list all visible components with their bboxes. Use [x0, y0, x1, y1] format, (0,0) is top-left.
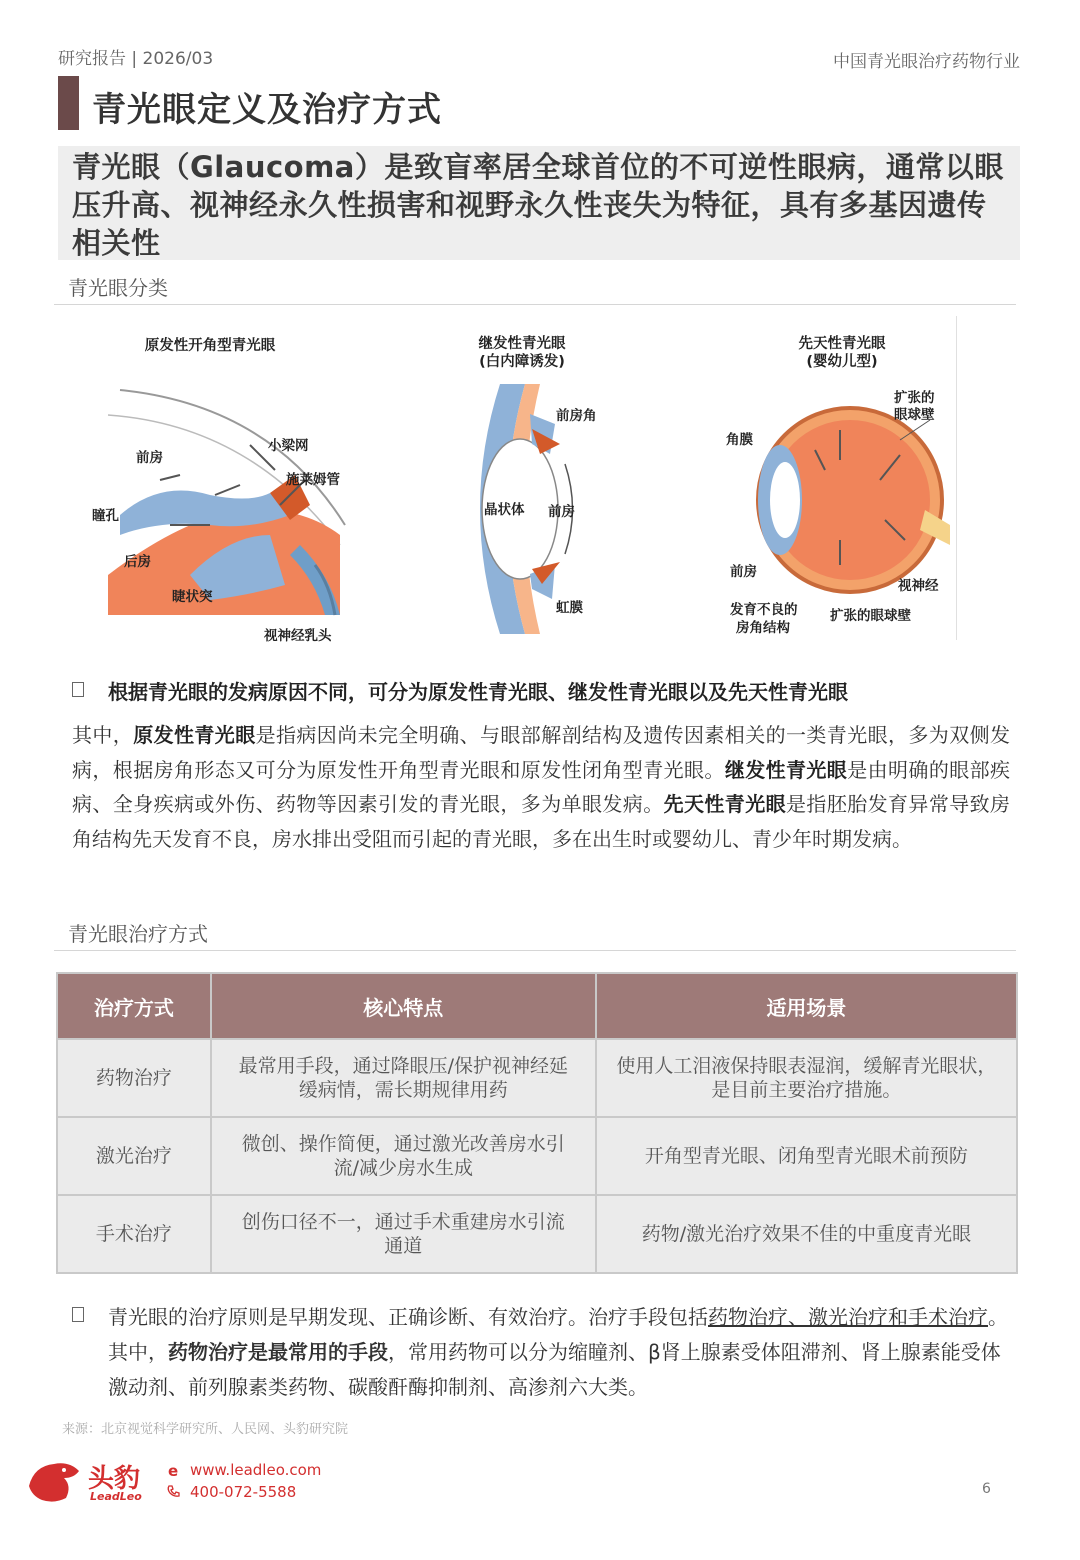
header-feature: 核心特点: [211, 973, 596, 1039]
diagram2-title-line1: 继发性青光眼: [478, 336, 566, 352]
label-angle: 前房角: [556, 408, 597, 424]
report-tag: 研究报告 | 2026/03: [58, 49, 214, 69]
cell-method: 激光治疗: [57, 1117, 211, 1195]
section-divider: [54, 304, 1016, 305]
label-dilated-wall-1a: 扩张的: [894, 390, 935, 406]
treatment-paragraph: 青光眼的治疗原则是早期发现、正确诊断、有效治疗。治疗手段包括药物治疗、激光治疗和手术治疗。其中，药物治疗是最常用的手段，常用药物可以分为缩瞳剂、β肾上腺素受体阻滞剂、肾上腺素能受体激动剂、前列腺素类药物、碳酸酐酶抑制剂、高渗剂六大类。: [108, 1305, 1008, 1399]
cell-scene: 使用人工泪液保持眼表湿润，缓解青光眼状， 是目前主要治疗措施。: [596, 1039, 1017, 1117]
cell-scene: 开角型青光眼、闭角型青光眼术前预防: [596, 1117, 1017, 1195]
bullet-marker: [72, 682, 84, 697]
cell-feature: 微创、操作简便，通过激光改善房水引 流/减少房水生成: [211, 1117, 596, 1195]
label-malformed-1: 发育不良的: [730, 602, 798, 618]
bullet-marker-2: [72, 1307, 84, 1322]
cell-method: 手术治疗: [57, 1195, 211, 1273]
phone-icon: [166, 1484, 182, 1500]
header-scene: 适用场景: [596, 973, 1017, 1039]
website-link[interactable]: www.leadleo.com: [190, 1461, 322, 1479]
section-divider-2: [54, 950, 1016, 951]
diagram2-title-line2: (白内障诱发): [479, 354, 565, 370]
label-anterior-chamber: 前房: [136, 450, 163, 466]
summary-text: 青光眼（Glaucoma）是致盲率居全球首位的不可逆性眼病，通常以眼压升高、视神经永久性损害和视野永久性丧失为特征，具有多基因遗传相关性: [72, 150, 1004, 260]
cell-method: 药物治疗: [57, 1039, 211, 1117]
label-iris: 虹膜: [556, 600, 583, 616]
source-note: 来源：北京视觉科学研究所、人民网、头豹研究院: [62, 1422, 349, 1437]
diagram-border: [956, 316, 957, 640]
table-header-row: [57, 973, 1017, 1039]
page-number: 6: [982, 1481, 991, 1497]
page-title: 青光眼定义及治疗方式: [92, 90, 442, 130]
phone-number: 400-072-5588: [190, 1483, 297, 1501]
label-dilated-wall-1b: 眼球壁: [894, 407, 935, 423]
table-row: [57, 1117, 1017, 1195]
cell-scene: 药物/激光治疗效果不佳的中重度青光眼: [596, 1195, 1017, 1273]
label-cornea: 角膜: [726, 432, 753, 448]
classification-bullet: 根据青光眼的发病原因不同，可分为原发性青光眼、继发性青光眼以及先天性青光眼: [108, 680, 848, 704]
label-optic-disc: 视神经乳头: [264, 628, 332, 644]
eyeball-illustration: [730, 400, 950, 600]
brand-name-en: LeadLeo: [90, 1490, 142, 1503]
brand-name: 头豹: [88, 1464, 141, 1494]
header-method: 治疗方式: [57, 973, 211, 1039]
diagram1-title: 原发性开角型青光眼: [144, 338, 276, 354]
leadleo-logo-icon: [24, 1456, 84, 1506]
diagram3-title-line2: (婴幼儿型): [806, 354, 878, 370]
label-trabecular: 小梁网: [268, 438, 309, 454]
label-lens: 晶状体: [484, 502, 525, 518]
eye-angle-illustration: [100, 385, 350, 625]
label-dilated-wall-2: 扩张的眼球壁: [830, 608, 911, 624]
label-optic-nerve: 视神经: [898, 578, 939, 594]
label-pupil: 瞳孔: [92, 508, 119, 524]
cell-feature: 最常用手段，通过降眼压/保护视神经延 缓病情，需长期规律用药: [211, 1039, 596, 1117]
web-icon: e: [168, 1462, 179, 1480]
section-title-treatment: 青光眼治疗方式: [68, 922, 208, 946]
cell-feature: 创伤口径不一，通过手术重建房水引流 通道: [211, 1195, 596, 1273]
classification-paragraph: 其中，原发性青光眼是指病因尚未完全明确、与眼部解剖结构及遗传因素相关的一类青光眼，多为双侧发病，根据房角形态又可分为原发性开角型青光眼和原发性闭角型青光眼。继发性青光眼是由明确的眼部疾病、全身疾病或外伤、药物等因素引发的青光眼，多为单眼发病。先天性青光眼是指胚胎发育异常导致房角结构先天发育不良，房水排出受阻而引起的青光眼，多在出生时或婴幼儿、青少年时期发病。: [72, 723, 1011, 851]
label-anterior-chamber-2: 前房: [548, 504, 575, 520]
title-accent-bar: [58, 76, 79, 130]
label-malformed-2: 房角结构: [736, 620, 790, 636]
section-title-classification: 青光眼分类: [68, 276, 168, 300]
label-posterior-chamber: 后房: [124, 554, 151, 570]
label-ciliary: 睫状突: [172, 589, 213, 605]
label-schlemm: 施莱姆管: [286, 472, 340, 488]
diagram3-title-line1: 先天性青光眼: [798, 336, 886, 352]
treatment-table: [56, 972, 1018, 1274]
table-row: [57, 1195, 1017, 1273]
label-anterior-chamber-3: 前房: [730, 564, 757, 580]
table-row: [57, 1039, 1017, 1117]
industry-label: 中国青光眼治疗药物行业: [833, 52, 1020, 72]
